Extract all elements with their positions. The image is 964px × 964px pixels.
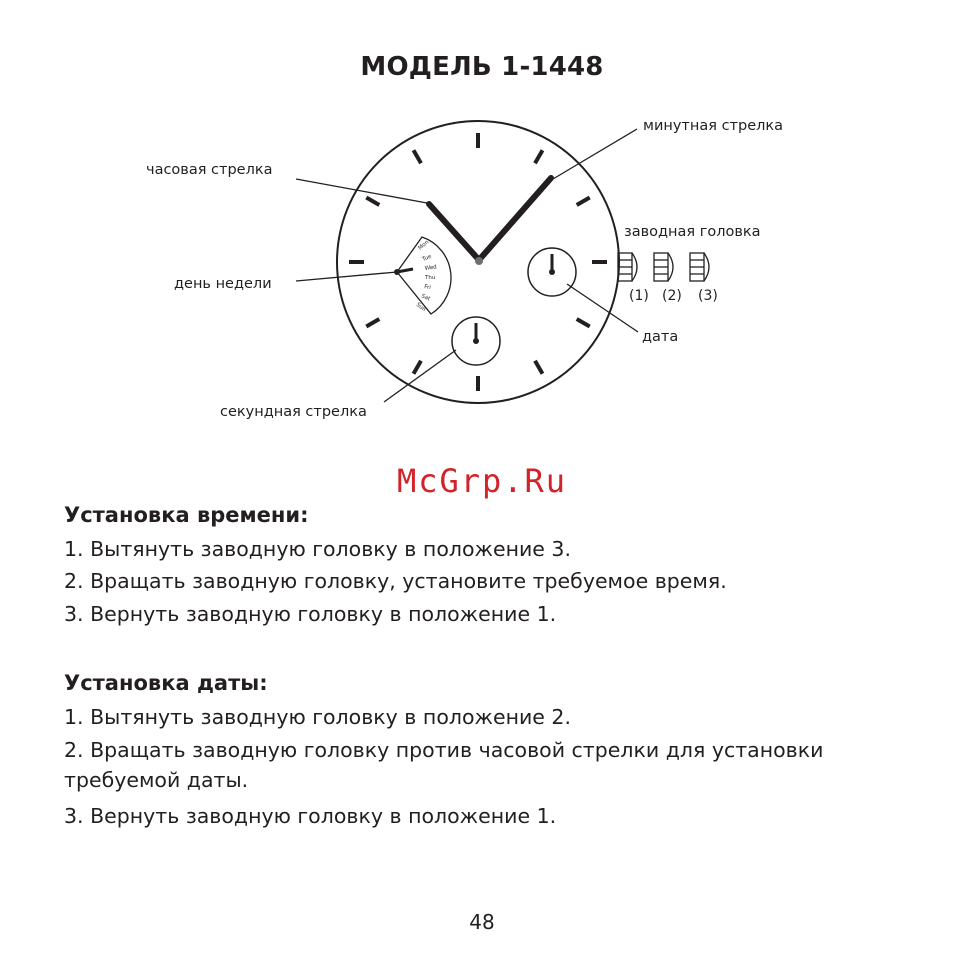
- label-crown: заводная головка: [624, 224, 761, 240]
- weekday-subdial: [394, 237, 451, 314]
- label-weekday: день недели: [174, 276, 272, 292]
- crown-position-label-3: (3): [698, 288, 718, 304]
- leader-lines: [296, 129, 638, 402]
- hour-hand: [429, 204, 479, 260]
- weekday-tue: Tue: [421, 253, 433, 263]
- weekday-sun: Sun: [414, 301, 427, 314]
- crown-positions: [618, 253, 709, 281]
- weekday-thu: Thu: [425, 275, 436, 281]
- weekday-wed: Wed: [424, 264, 438, 272]
- label-minute-hand: минутная стрелка: [643, 118, 784, 134]
- weekday-fri: Fri: [423, 284, 432, 292]
- main-hands: [429, 178, 551, 260]
- crown-position-1: [618, 253, 637, 281]
- crown-position-label-2: (2): [662, 288, 682, 304]
- page-title: МОДЕЛЬ 1-1448: [360, 52, 604, 82]
- crown-position-label-1: (1): [629, 288, 649, 304]
- time-step-1: 1. Вытянуть заводную головку в положение 3.: [64, 537, 571, 561]
- time-setting-heading: Установка времени:: [64, 503, 309, 527]
- date-step-2: 2. Вращать заводную головку против часовой стрелки для установки требуемой даты.: [64, 738, 824, 792]
- minute-hand: [479, 178, 551, 260]
- watermark: McGrp.Ru: [396, 462, 568, 500]
- center-pin: [475, 257, 483, 265]
- label-date: дата: [642, 329, 679, 345]
- crown-position-3: [690, 253, 709, 281]
- seconds-subdial: [452, 317, 500, 365]
- date-step-3: 3. Вернуть заводную головку в положение 1.: [64, 804, 557, 828]
- weekday-mon: Mon: [417, 239, 431, 252]
- crown-position-2: [654, 253, 673, 281]
- label-hour-hand: часовая стрелка: [146, 162, 273, 178]
- date-subdial: [528, 248, 576, 296]
- date-step-1: 1. Вытянуть заводную головку в положение 2.: [64, 705, 571, 729]
- label-second-hand: секундная стрелка: [220, 404, 367, 420]
- weekday-sat: Sat: [420, 293, 431, 303]
- time-step-2: 2. Вращать заводную головку, установите требуемое время.: [64, 569, 727, 593]
- date-setting-heading: Установка даты:: [64, 671, 268, 695]
- page-number: 48: [469, 910, 495, 934]
- time-step-3: 3. Вернуть заводную головку в положение 1.: [64, 602, 557, 626]
- watch-diagram: [0, 0, 964, 440]
